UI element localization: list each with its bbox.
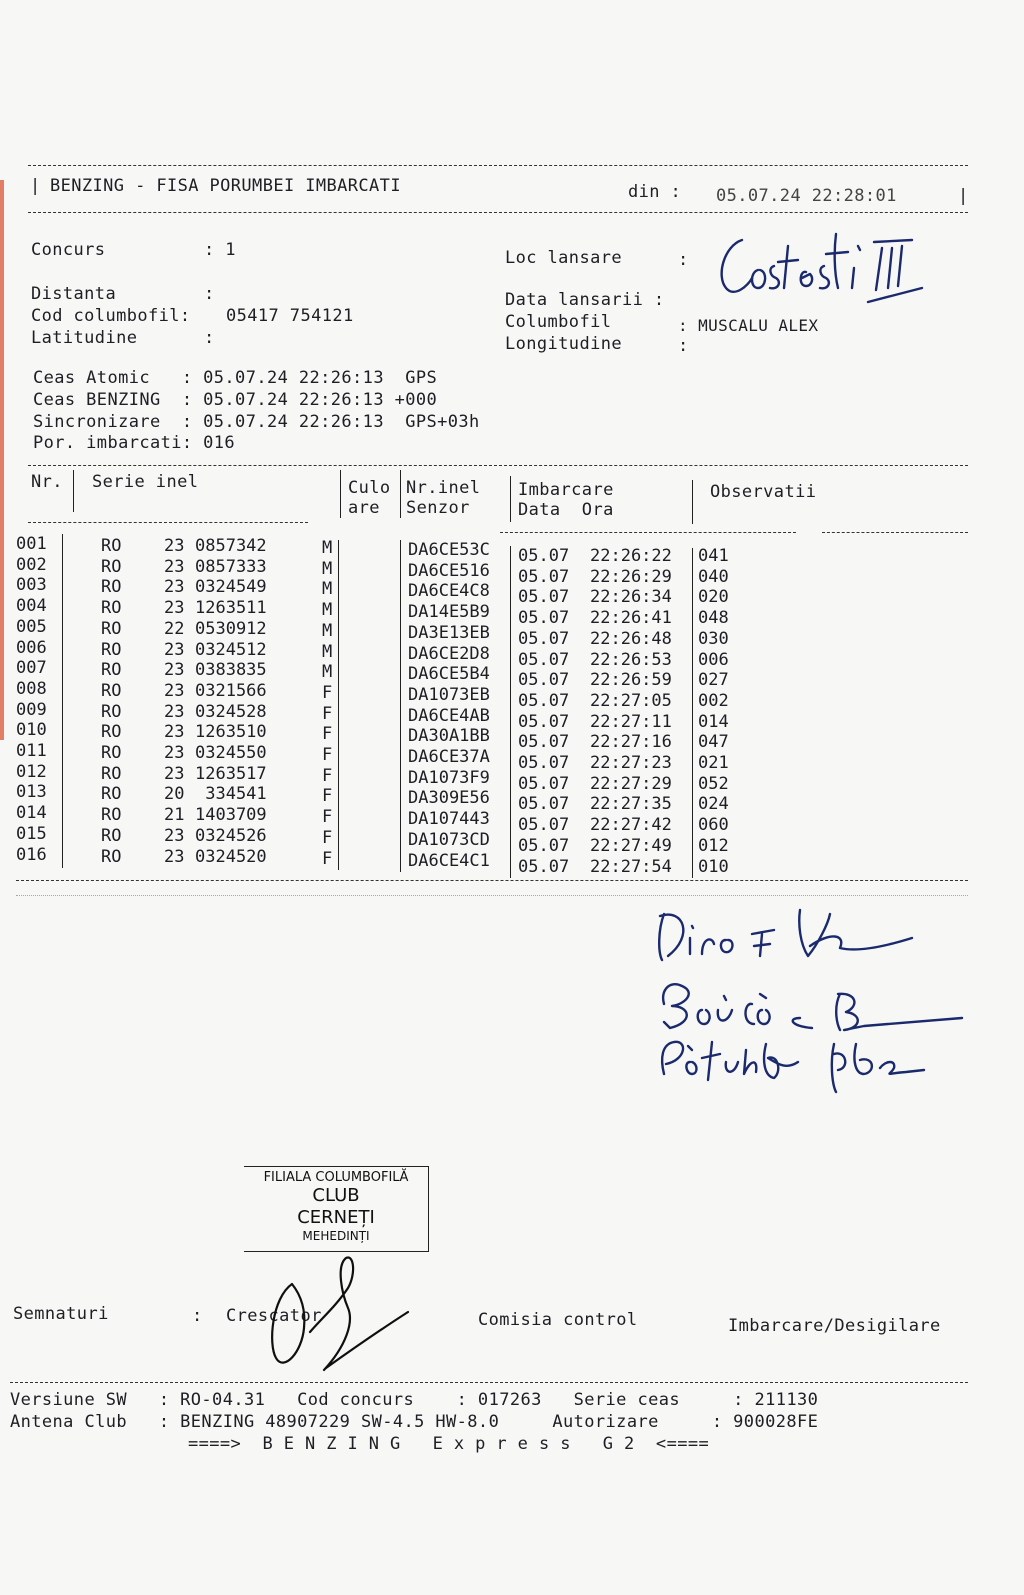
- cell-tara: RO: [101, 660, 122, 681]
- loc-label: Loc lansare: [505, 248, 622, 268]
- header-underline: [28, 522, 308, 523]
- cell-data: 05.07: [518, 546, 570, 566]
- cell-data: 05.07: [518, 753, 570, 773]
- col-sep: [510, 476, 511, 522]
- cell-an: 23: [164, 701, 185, 722]
- cell-tara: RO: [101, 825, 122, 846]
- footer-rule: [10, 1382, 968, 1383]
- cell-tara: RO: [101, 722, 122, 743]
- cell-tara: RO: [101, 701, 122, 722]
- handwritten-location: [712, 226, 932, 316]
- cell-sex: F: [322, 807, 333, 828]
- footer-line-1: Versiune SW : RO-04.31 Cod concurs : 017263 Serie ceas : 211130: [10, 1390, 819, 1410]
- row-sep-senzor: [510, 546, 511, 878]
- cell-inel: 1263510: [195, 722, 267, 743]
- cell-ora: 22:26:34: [590, 587, 672, 608]
- concurs-value: : 1: [204, 240, 236, 260]
- cell-tara: RO: [101, 598, 122, 619]
- cell-sex: F: [322, 703, 333, 724]
- cell-obs: 010: [698, 856, 729, 877]
- cell-obs: 002: [698, 690, 729, 711]
- stamp-line-2: CLUB: [312, 1185, 360, 1206]
- footer-line-2: Antena Club : BENZING 48907229 SW-4.5 HW-8.0 Autorizare : 900028FE: [10, 1412, 819, 1432]
- columbofil-label: Columbofil: [505, 312, 612, 332]
- cell-tara: RO: [101, 639, 122, 660]
- cell-senzor: DA6CE4C1: [408, 850, 490, 871]
- cell-obs: 021: [698, 753, 729, 773]
- col-serie: Serie inel: [92, 472, 199, 492]
- cell-inel: 0324549: [195, 577, 267, 598]
- cell-nr: 006: [16, 637, 47, 658]
- cell-sex: M: [322, 600, 333, 621]
- cell-an: 23: [164, 680, 185, 701]
- cell-obs: 060: [698, 815, 729, 836]
- columbofil-value: : MUSCALU ALEX: [678, 316, 819, 335]
- cell-senzor: DA1073EB: [408, 684, 490, 705]
- distanta-label: Distanta: [31, 284, 117, 304]
- cell-senzor: DA6CE5B4: [408, 664, 490, 685]
- cell-an: 23: [164, 763, 185, 784]
- header-bar-right: |: [958, 186, 969, 206]
- cell-ora: 22:27:49: [590, 835, 672, 856]
- col-sep: [692, 480, 693, 524]
- cell-an: 20: [164, 784, 185, 805]
- cell-obs: 040: [698, 566, 729, 587]
- col-culoare-2: are: [348, 498, 380, 518]
- table-bottom-rule: [16, 880, 968, 881]
- cell-inel: 0324550: [195, 743, 267, 763]
- distanta-value: :: [204, 284, 215, 304]
- cell-nr: 003: [16, 575, 47, 596]
- paper-edge: [0, 180, 4, 740]
- cell-inel: 1263517: [195, 763, 267, 784]
- cell-senzor: DA6CE53C: [408, 540, 490, 560]
- cell-tara: RO: [101, 805, 122, 826]
- loc-value: :: [678, 250, 689, 270]
- cell-sex: F: [322, 724, 333, 745]
- cell-senzor: DA1073CD: [408, 829, 490, 850]
- cell-data: 05.07: [518, 711, 570, 732]
- cell-nr: 015: [16, 823, 47, 844]
- col-sep: [73, 470, 74, 512]
- cell-sex: M: [322, 620, 333, 641]
- cell-tara: RO: [101, 536, 122, 556]
- cell-nr: 004: [16, 596, 47, 617]
- semnaturi-colon: :: [192, 1306, 203, 1326]
- header-date: 05.07.24 22:28:01: [716, 186, 897, 206]
- cell-senzor: DA6CE4AB: [408, 705, 490, 726]
- porumbei-imbarcati: Por. imbarcati: 016: [33, 433, 236, 453]
- row-sep-nr: [62, 534, 63, 868]
- row-sep-ora: [692, 548, 693, 878]
- concurs-label: Concurs: [31, 240, 106, 260]
- cell-ora: 22:26:41: [590, 608, 672, 629]
- cell-obs: 024: [698, 794, 729, 815]
- cell-tara: RO: [101, 846, 122, 867]
- cell-tara: RO: [101, 763, 122, 784]
- cell-inel: 0324512: [195, 639, 267, 660]
- col-nrinel-2: Senzor: [406, 498, 470, 518]
- cell-an: 23: [164, 743, 185, 763]
- cell-data: 05.07: [518, 608, 570, 629]
- ceas-benzing: Ceas BENZING : 05.07.24 22:26:13 +000: [33, 390, 438, 410]
- cell-nr: 012: [16, 761, 47, 782]
- cell-an: 23: [164, 660, 185, 681]
- comisia-label: Comisia control: [478, 1310, 638, 1330]
- cell-senzor: DA14E5B9: [408, 602, 490, 623]
- cell-obs: 030: [698, 628, 729, 649]
- cell-inel: 0530912: [195, 618, 267, 639]
- cell-data: 05.07: [518, 587, 570, 608]
- col-culoare-1: Culo: [348, 478, 391, 498]
- cell-inel: 0383835: [195, 660, 267, 681]
- header-bottom-rule: [28, 212, 968, 213]
- header-underline: [500, 532, 796, 533]
- cell-obs: 041: [698, 546, 729, 566]
- cell-senzor: DA6CE2D8: [408, 643, 490, 664]
- cell-obs: 006: [698, 649, 729, 670]
- cell-tara: RO: [101, 577, 122, 598]
- cell-ora: 22:26:48: [590, 628, 672, 649]
- cell-ora: 22:27:42: [590, 815, 672, 836]
- cell-nr: 002: [16, 554, 47, 575]
- cell-obs: 012: [698, 835, 729, 856]
- cell-an: 23: [164, 722, 185, 743]
- cell-sex: M: [322, 662, 333, 683]
- cell-sex: F: [322, 682, 333, 703]
- col-sep: [400, 470, 401, 518]
- imbarcare-label: Imbarcare/Desigilare: [728, 1316, 941, 1336]
- cell-data: 05.07: [518, 773, 570, 794]
- cell-tara: RO: [101, 618, 122, 639]
- cell-nr: 007: [16, 658, 47, 679]
- header-din-label: din :: [628, 182, 682, 202]
- header-bar-left: |: [30, 176, 41, 196]
- sincronizare: Sincronizare : 05.07.24 22:26:13 GPS+03h: [33, 412, 480, 432]
- cell-ora: 22:27:35: [590, 794, 672, 815]
- cell-data: 05.07: [518, 732, 570, 753]
- cell-an: 23: [164, 536, 185, 556]
- cell-data: 05.07: [518, 628, 570, 649]
- cell-inel: 0857342: [195, 536, 267, 556]
- longitudine-value: :: [678, 336, 689, 356]
- cell-nr: 001: [16, 534, 47, 554]
- header-title: BENZING - FISA PORUMBEI IMBARCATI: [50, 176, 401, 196]
- cell-nr: 013: [16, 782, 47, 803]
- cell-obs: 052: [698, 773, 729, 794]
- cell-data: 05.07: [518, 856, 570, 877]
- cell-inel: 0324526: [195, 825, 267, 846]
- cell-inel: 1403709: [195, 805, 267, 826]
- cell-ora: 22:26:59: [590, 670, 672, 691]
- cell-obs: 048: [698, 608, 729, 629]
- cell-senzor: DA6CE516: [408, 560, 490, 581]
- cell-nr: 005: [16, 616, 47, 637]
- cell-inel: 0321566: [195, 680, 267, 701]
- cod-value: 05417 754121: [226, 306, 354, 326]
- cell-inel: 0857333: [195, 556, 267, 577]
- cod-label: Cod columbofil:: [31, 306, 191, 326]
- crescator-signature: [262, 1248, 422, 1378]
- cell-sex: M: [322, 641, 333, 662]
- cell-sex: M: [322, 579, 333, 600]
- stamp-line-1: FILIALA COLUMBOFILĂ: [263, 1170, 409, 1185]
- cell-senzor: DA3E13EB: [408, 622, 490, 643]
- cell-an: 23: [164, 825, 185, 846]
- col-observatii: Observatii: [710, 482, 817, 502]
- cell-sex: M: [322, 558, 333, 579]
- cell-nr: 014: [16, 803, 47, 824]
- cell-obs: 014: [698, 711, 729, 732]
- cell-an: 23: [164, 598, 185, 619]
- cell-data: 05.07: [518, 670, 570, 691]
- col-imbarcare-2: Data Ora: [518, 500, 614, 520]
- semnaturi-label: Semnaturi: [13, 1304, 109, 1324]
- cell-sex: F: [322, 786, 333, 807]
- cell-tara: RO: [101, 743, 122, 763]
- cell-sex: F: [322, 745, 333, 765]
- cell-sex: M: [322, 538, 333, 558]
- header-top-rule: [28, 165, 968, 166]
- cell-an: 22: [164, 618, 185, 639]
- cell-obs: 020: [698, 587, 729, 608]
- cell-data: 05.07: [518, 690, 570, 711]
- ceas-atomic: Ceas Atomic : 05.07.24 22:26:13 GPS: [33, 368, 438, 388]
- header-underline: [822, 532, 968, 533]
- cell-nr: 008: [16, 678, 47, 699]
- cell-senzor: DA309E56: [408, 788, 490, 809]
- cell-ora: 22:27:29: [590, 773, 672, 794]
- row-sep-culoare: [400, 540, 401, 872]
- table-top-rule: [28, 465, 968, 466]
- col-imbarcare-1: Imbarcare: [518, 480, 614, 500]
- cell-senzor: DA107443: [408, 809, 490, 830]
- cell-ora: 22:27:11: [590, 711, 672, 732]
- cell-sex: F: [322, 827, 333, 848]
- cell-inel: 0324520: [195, 846, 267, 867]
- cell-senzor: DA1073F9: [408, 767, 490, 788]
- cell-data: 05.07: [518, 566, 570, 587]
- cell-nr: 016: [16, 844, 47, 865]
- cell-ora: 22:27:23: [590, 753, 672, 773]
- col-sep: [340, 470, 341, 518]
- cell-ora: 22:26:22: [590, 546, 672, 566]
- cell-ora: 22:26:29: [590, 566, 672, 587]
- latitudine-label: Latitudine: [31, 328, 138, 348]
- handwritten-notes: [650, 894, 980, 1104]
- cell-data: 05.07: [518, 835, 570, 856]
- cell-ora: 22:26:53: [590, 649, 672, 670]
- crescator-label: Crescator: [226, 1306, 322, 1326]
- club-stamp: [244, 1166, 429, 1252]
- data-lansarii-label: Data lansarii :: [505, 290, 665, 310]
- cell-an: 21: [164, 805, 185, 826]
- cell-data: 05.07: [518, 815, 570, 836]
- cell-sex: F: [322, 765, 333, 786]
- cell-inel: 1263511: [195, 598, 267, 619]
- cell-nr: 009: [16, 699, 47, 720]
- cell-an: 23: [164, 556, 185, 577]
- stamp-line-3: CERNEȚI: [297, 1207, 375, 1228]
- col-nr: Nr.: [31, 472, 63, 492]
- cell-tara: RO: [101, 680, 122, 701]
- cell-nr: 011: [16, 741, 47, 761]
- cell-tara: RO: [101, 556, 122, 577]
- cell-senzor: DA30A1BB: [408, 726, 490, 747]
- footer-line-3: ====> B E N Z I N G E x p r e s s G 2 <====: [188, 1434, 710, 1454]
- cell-obs: 047: [698, 732, 729, 753]
- cell-an: 23: [164, 577, 185, 598]
- cell-inel: 0324528: [195, 701, 267, 722]
- cell-senzor: DA6CE37A: [408, 747, 490, 767]
- cell-inel: 334541: [195, 784, 267, 805]
- cell-obs: 027: [698, 670, 729, 691]
- longitudine-label: Longitudine: [505, 334, 622, 354]
- cell-nr: 010: [16, 720, 47, 741]
- row-sep-sex: [338, 540, 339, 870]
- cell-an: 23: [164, 846, 185, 867]
- stamp-line-4: MEHEDINȚI: [302, 1229, 370, 1243]
- cell-an: 23: [164, 639, 185, 660]
- cell-data: 05.07: [518, 649, 570, 670]
- col-nrinel-1: Nr.inel: [406, 478, 481, 498]
- cell-sex: F: [322, 848, 333, 869]
- cell-ora: 22:27:05: [590, 690, 672, 711]
- cell-tara: RO: [101, 784, 122, 805]
- cell-data: 05.07: [518, 794, 570, 815]
- cell-ora: 22:27:16: [590, 732, 672, 753]
- latitudine-value: :: [204, 328, 215, 348]
- cell-senzor: DA6CE4C8: [408, 581, 490, 602]
- cell-ora: 22:27:54: [590, 856, 672, 877]
